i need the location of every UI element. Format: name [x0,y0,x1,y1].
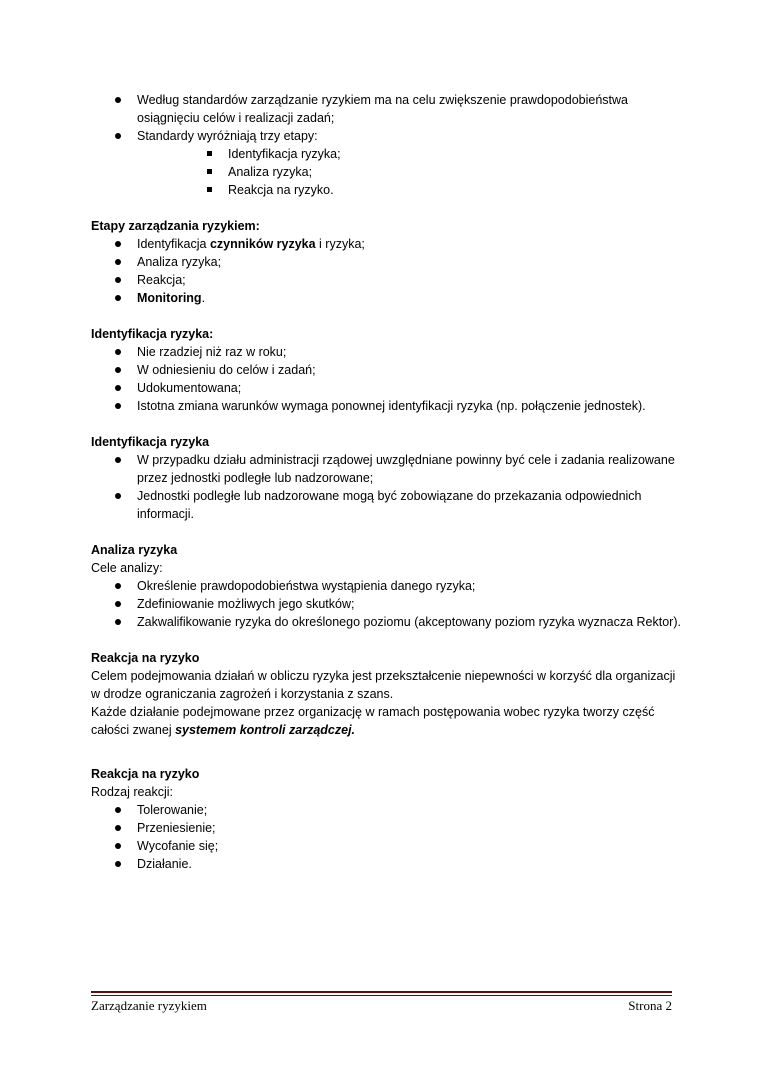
footer-rule [91,991,672,993]
identyfikacja-2-list [91,451,681,523]
section-heading-identyfikacja-2: Identyfikacja ryzyka [91,435,210,449]
section-heading-reakcja: Reakcja na ryzyko [91,651,200,665]
list-item [91,235,681,253]
sublist-item: Reakcja na ryzyko. [137,181,681,199]
list-item: Określenie prawdopodobieństwa wystąpienia danego ryzyka; [91,577,681,595]
list-item: Wycofanie się; [91,837,681,855]
text-span: Identyfikacja [137,237,210,251]
list-item: Zakwalifikowanie ryzyka do określonego poziomu (akceptowany poziom ryzyka wyznacza Rektor). [91,613,681,631]
list-item: Zdefiniowanie możliwych jego skutków; [91,595,681,613]
list-item: Tolerowanie; [91,801,681,819]
list-item: Przeniesienie; [91,819,681,837]
list-item: Analiza ryzyka; [91,253,681,271]
list-item: Nie rzadziej niż raz w roku; [91,343,681,361]
sublist-item: Identyfikacja ryzyka; [137,145,681,163]
list-item [91,127,681,199]
analiza-intro: Cele analizy: [91,561,163,575]
emphasis-text: systemem kontroli zarządczej. [175,723,356,737]
reakcja-2-intro: Rodzaj reakcji: [91,785,173,799]
reakcja-2-list [91,801,681,873]
list-item: Działanie. [91,855,681,873]
list-item: Istotna zmiana warunków wymaga ponownej identyfikacji ryzyka (np. połączenie jednostek). [91,397,681,415]
list-item [91,289,681,307]
bold-text: Monitoring [137,291,202,305]
section-heading-etapy: Etapy zarządzania ryzykiem: [91,219,260,233]
footer-title: Zarządzanie ryzykiem [91,998,207,1013]
list-item: W przypadku działu administracji rządowej uwzględniane powinny być cele i zadania realizowane przez jednostki podległe lub nadzorowane; [91,451,681,487]
text-span: . [201,291,206,305]
reakcja-paragraph-1: Celem podejmowania działań w obliczu ryzyka jest przekształcenie niepewności w korzyść dla organizacji w drodze ograniczania zagrożeń i korzystania z szans. [91,669,676,701]
section-heading-analiza: Analiza ryzyka [91,543,178,557]
reakcja-paragraph-2 [91,703,681,739]
list-item: Jednostki podległe lub nadzorowane mogą być zobowiązane do przekazania odpowiednich informacji. [91,487,681,523]
footer-rule-thin [91,995,672,996]
etapy-list [91,235,681,307]
sublist-item: Analiza ryzyka; [137,163,681,181]
section-heading-identyfikacja: Identyfikacja ryzyka: [91,327,214,341]
stages-sublist [137,145,681,199]
list-item: W odniesieniu do celów i zadań; [91,361,681,379]
text-span: i ryzyka; [315,237,365,251]
list-item: Reakcja; [91,271,681,289]
text-span: Każde działanie podejmowane przez organizację w ramach postępowania wobec ryzyka tworzy część całości zwanej [91,705,655,737]
intro-list [91,91,681,199]
list-item: Udokumentowana; [91,379,681,397]
document-body [91,91,681,873]
page-number: Strona 2 [628,998,672,1013]
identyfikacja-list [91,343,681,415]
analiza-list [91,577,681,631]
bold-text: czynników ryzyka [209,237,316,251]
list-item-text: Standardy wyróżniają trzy etapy: [137,129,318,143]
section-heading-reakcja-2: Reakcja na ryzyko [91,767,200,781]
list-item: Według standardów zarządzanie ryzykiem ma na celu zwiększenie prawdopodobieństwa osiągnięciu celów i realizacji zadań; [91,91,681,127]
